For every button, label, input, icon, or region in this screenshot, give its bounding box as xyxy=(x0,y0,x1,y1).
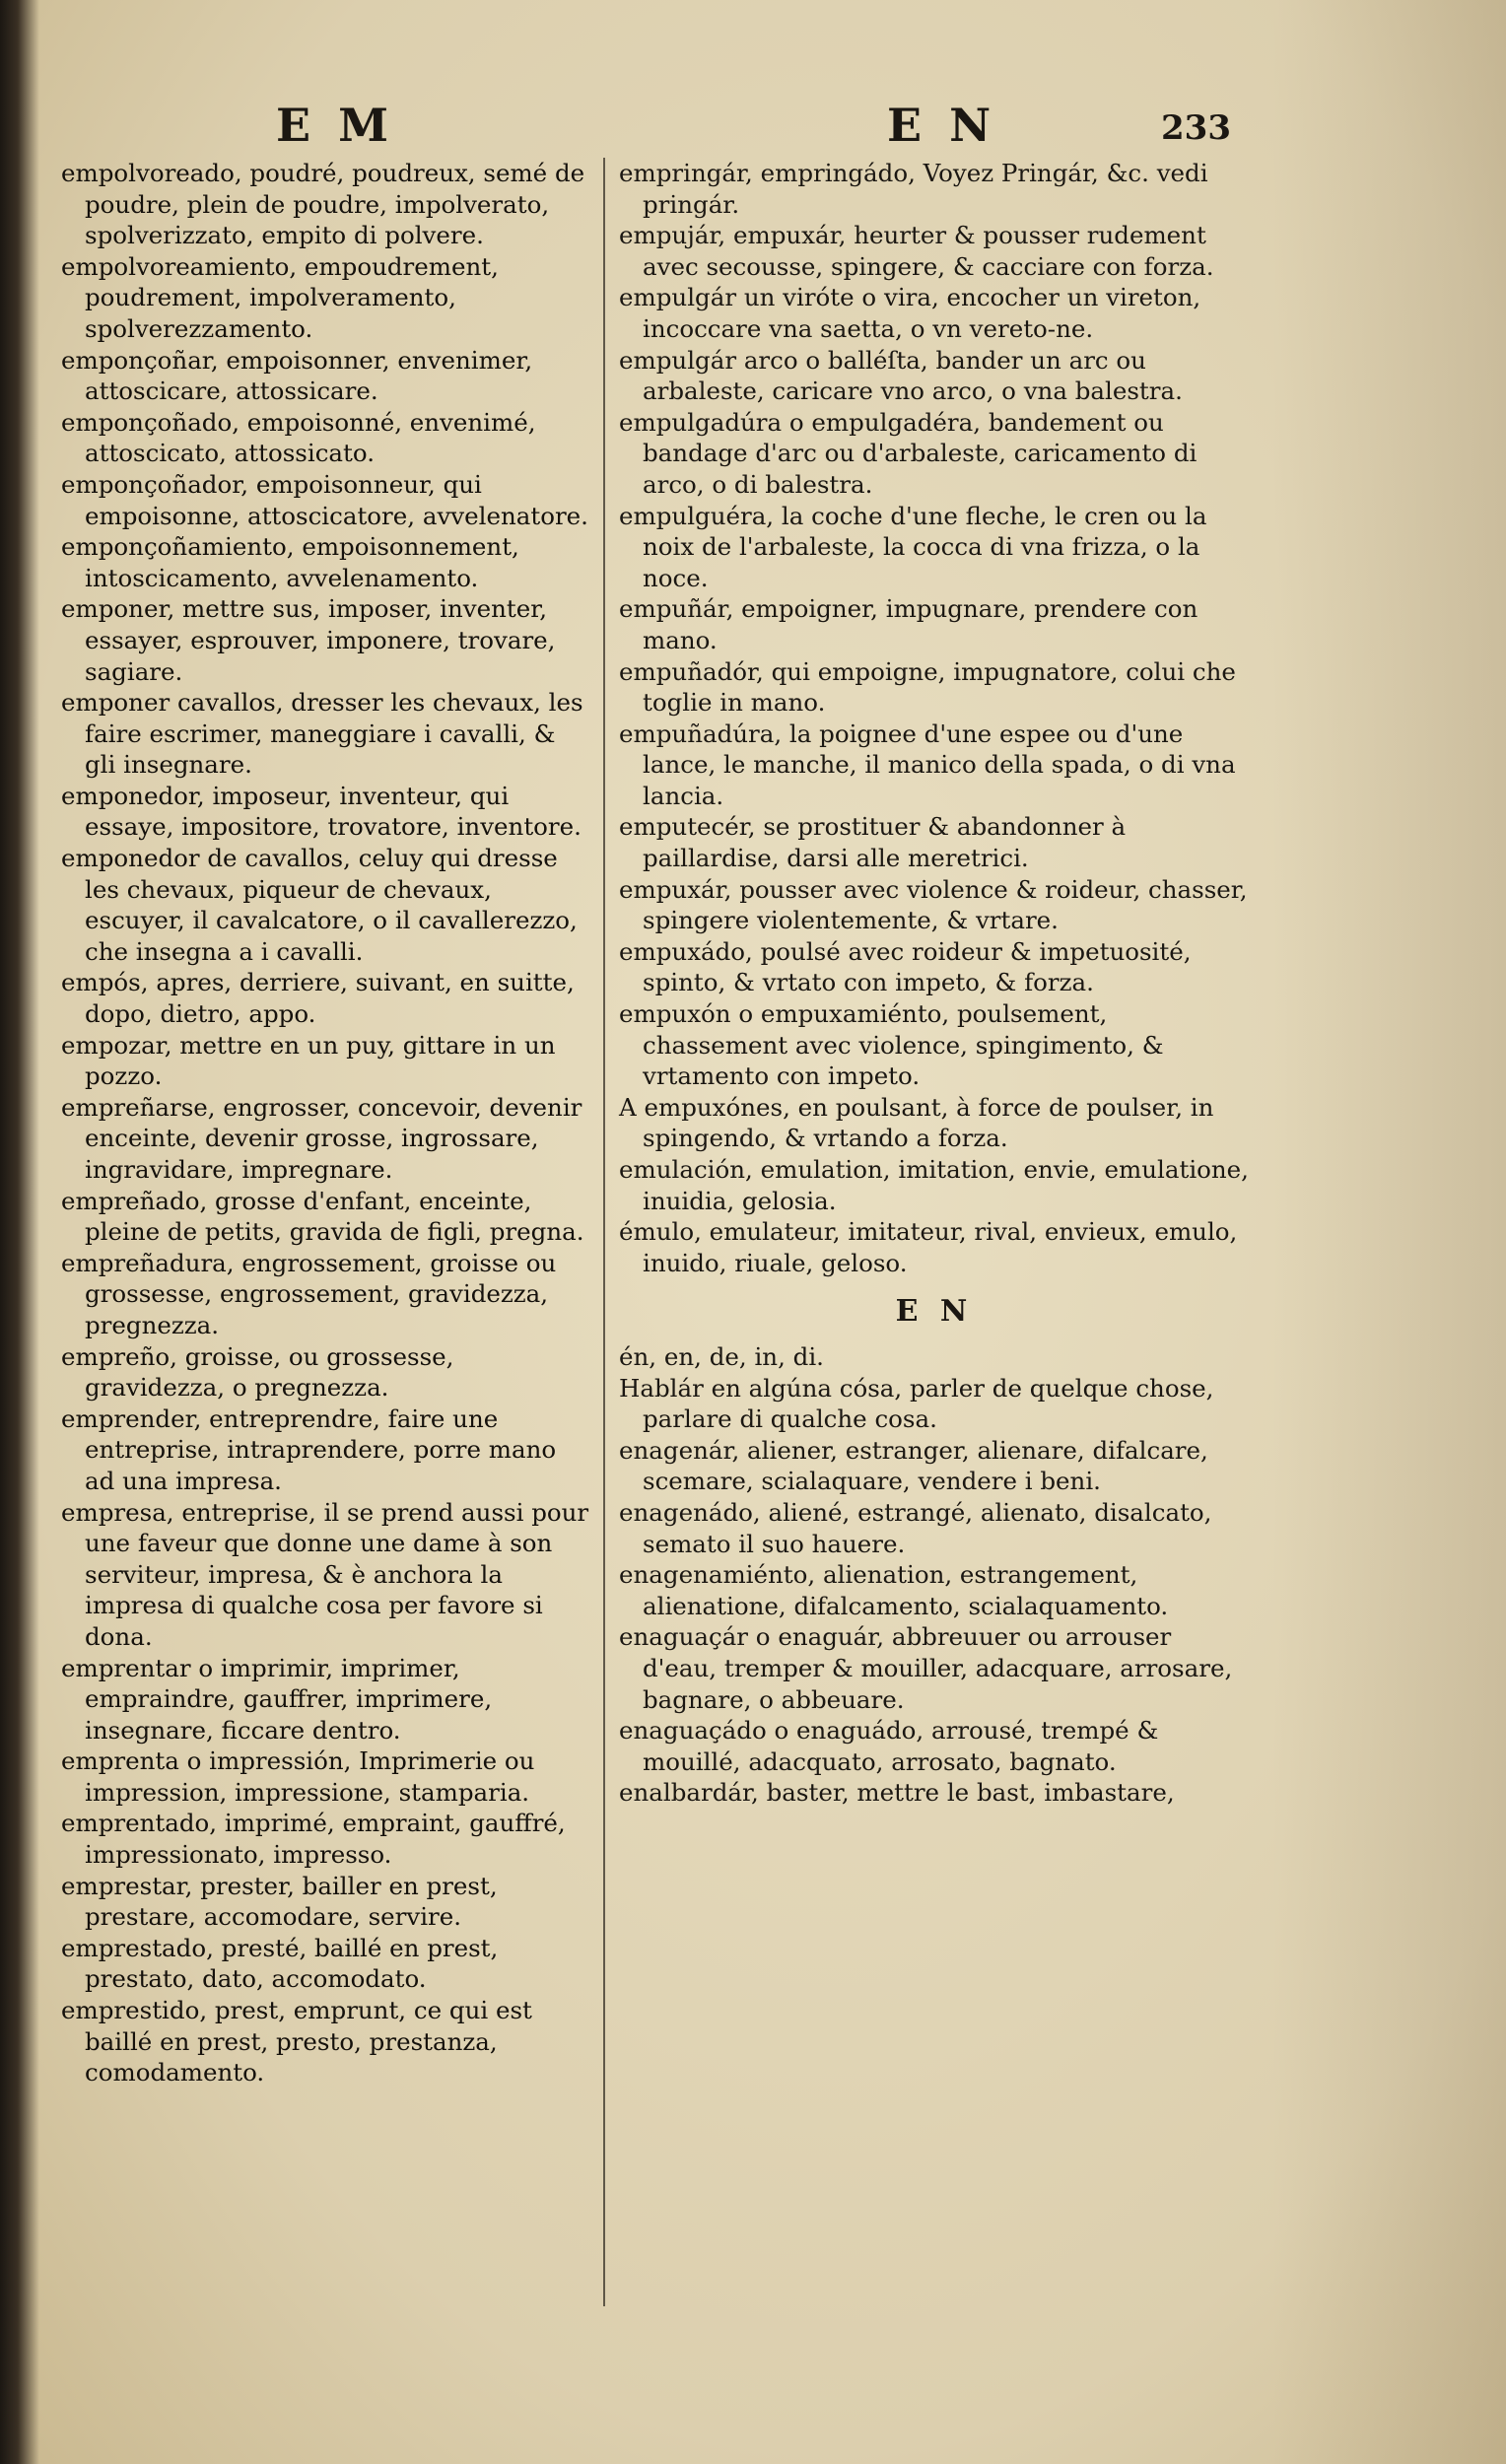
running-head-center: E N xyxy=(887,99,997,152)
binding-gutter xyxy=(0,0,39,2464)
left-column xyxy=(61,158,593,2088)
entry: emprestado, presté, baillé en prest, prestato, dato, accomodato. xyxy=(61,1933,499,1994)
entry: empulgár arco o balléſta, bander un arc ou arbaleste, caricare vno arco, o vna balestra. xyxy=(619,345,1183,406)
entry: empulgár un viróte o vira, encocher un vireton, incoccare vna saetta, o vn vereto-ne. xyxy=(619,283,1201,343)
entry: empuñadór, qui empoigne, impugnatore, colui che toglie in mano. xyxy=(619,656,1236,718)
entry: empuñár, empoigner, impugnare, prendere con mano. xyxy=(619,594,1198,654)
entry: emprestido, prest, emprunt, ce qui est baillé en prest, presto, prestanza, comodamento. xyxy=(61,1996,532,2088)
entry: emponçoñamiento, empoisonnement, intoscicamento, avvelenamento. xyxy=(61,532,519,592)
entry: emponer cavallos, dresser les chevaux, les faire escrimer, maneggiare i cavalli, & gli insegnare. xyxy=(61,688,583,780)
entry: enalbardár, baster, mettre le bast, imbastare, xyxy=(619,1778,1175,1808)
entry: empuxón o empuxamiénto, poulsement, chassement avec violence, spingimento, & vrtamento con impeto. xyxy=(619,999,1164,1091)
entry: emprentar o imprimir, imprimer, empraindre, gauffrer, imprimere, insegnare, ficcare dentro. xyxy=(61,1653,493,1745)
entry: emponer, mettre sus, imposer, inventer, essayer, esprouver, imponere, trovare, sagiare. xyxy=(61,594,556,686)
entry: emprentado, imprimé, empraint, gauffré, impressionato, impresso. xyxy=(61,1809,566,1870)
entry: empós, apres, derriere, suivant, en suitte, dopo, dietro, appo. xyxy=(61,968,575,1029)
entry: enagenádo, aliené, estrangé, alienato, disalcato, semato il suo hauere. xyxy=(619,1497,1212,1558)
entry: empuxádo, poulsé avec roideur & impetuosité, spinto, & vrtato con impeto, & forza. xyxy=(619,936,1192,997)
running-head-left: E M xyxy=(276,99,394,152)
entry: empringár, empringádo, Voyez Pringár, &c. vedi pringár. xyxy=(619,159,1208,219)
entry: empolvoreado, poudré, poudreux, semé de poudre, plein de poudre, impolverato, spolverizzato, empito di polvere. xyxy=(61,159,585,250)
entry: empreñarse, engrosser, concevoir, devenir enceinte, devenir grosse, ingrossare, ingravidare, impregnare. xyxy=(61,1092,582,1184)
page-number: 233 xyxy=(1161,108,1231,148)
entry: enaguaçádo o enaguádo, arrousé, trempé & mouillé, adacquato, arrosato, bagnato. xyxy=(619,1716,1159,1776)
entry: emputecér, se prostituer & abandonner à paillardise, darsi alle meretrici. xyxy=(619,812,1127,873)
entry: emprender, entreprendre, faire une entreprise, intraprendere, porre mano ad una impresa. xyxy=(61,1403,557,1495)
entry: empreñado, grosse d'enfant, enceinte, pleine de petits, gravida de figli, pregna. xyxy=(61,1186,584,1247)
entry: enaguaçár o enaguár, abbreuuer ou arrouser d'eau, tremper & mouiller, adacquare, arrosare, bagnare, o abbeuare. xyxy=(619,1622,1233,1714)
entry: empuxár, pousser avec violence & roideur, chasser, spingere violentemente, & vrtare. xyxy=(619,874,1248,935)
entry: A empuxónes, en poulsant, à force de poulser, in spingendo, & vrtando a forza. xyxy=(619,1092,1214,1153)
entry: emprestar, prester, bailler en prest, prestare, accomodare, servire. xyxy=(61,1871,498,1932)
entry: enagenár, aliener, estranger, alienare, difalcare, scemare, scialaquare, vendere i beni. xyxy=(619,1435,1208,1496)
entry: én, en, de, in, di. xyxy=(619,1341,824,1371)
section-heading: E N xyxy=(895,1294,974,1330)
entry: emulación, emulation, imitation, envie, emulatione, inuidia, gelosia. xyxy=(619,1155,1249,1215)
entry: empulguéra, la coche d'une fleche, le cren ou la noix de l'arbaleste, la cocca di vna frizza, o la noce. xyxy=(619,501,1207,592)
entry: enagenamiénto, alienation, estrangement, alienatione, difalcamento, scialaquamento. xyxy=(619,1560,1169,1620)
entry: emponçoñar, empoisonner, envenimer, attoscicare, attossicare. xyxy=(61,345,533,406)
right-column xyxy=(619,158,1250,1809)
entry: empujár, empuxár, heurter & pousser rudement avec secousse, spingere, & cacciare con forza. xyxy=(619,221,1214,281)
entry: emponçoñado, empoisonné, envenimé, attoscicato, attossicato. xyxy=(61,407,536,468)
entry: empozar, mettre en un puy, gittare in un pozzo. xyxy=(61,1030,556,1091)
entry: empulgadúra o empulgadéra, bandement ou bandage d'arc ou d'arbaleste, caricamento di arco, o di balestra. xyxy=(619,407,1198,499)
entry: emprenta o impressión, Imprimerie ou impression, impressione, stamparia. xyxy=(61,1746,535,1807)
entry: empreñadura, engrossement, groisse ou grossesse, engrossement, gravidezza, pregnezza. xyxy=(61,1248,557,1339)
entry: empreño, groisse, ou grossesse, gravidezza, o pregnezza. xyxy=(61,1341,454,1403)
column-rule xyxy=(603,158,605,2306)
entry: émulo, emulateur, imitateur, rival, envieux, emulo, inuido, riuale, geloso. xyxy=(619,1217,1238,1277)
entry: emponçoñador, empoisonneur, qui empoisonne, attoscicatore, avvelenatore. xyxy=(61,469,588,530)
entry: emponedor de cavallos, celuy qui dresse les chevaux, piqueur de chevaux, escuyer, il cavalcatore, o il cavallerezzo, che insegna a i cavalli. xyxy=(61,844,578,966)
entry: emponedor, imposeur, inventeur, qui essaye, impositore, trovatore, inventore. xyxy=(61,781,582,842)
entry: empuñadúra, la poignee d'une espee ou d'une lance, le manche, il manico della spada, o di vna lancia. xyxy=(619,719,1236,810)
entry: Hablár en algúna cósa, parler de quelque chose, parlare di qualche cosa. xyxy=(619,1373,1214,1434)
page-edge-shadow xyxy=(1271,0,1506,2464)
entry: empresa, entreprise, il se prend aussi pour une faveur que donne une dame à son serviteur, impresa, & è anchora la impresa di qualche cosa per favore si dona. xyxy=(61,1497,589,1651)
entry: empolvoreamiento, empoudrement, poudrement, impolveramento, spolverezzamento. xyxy=(61,251,499,343)
